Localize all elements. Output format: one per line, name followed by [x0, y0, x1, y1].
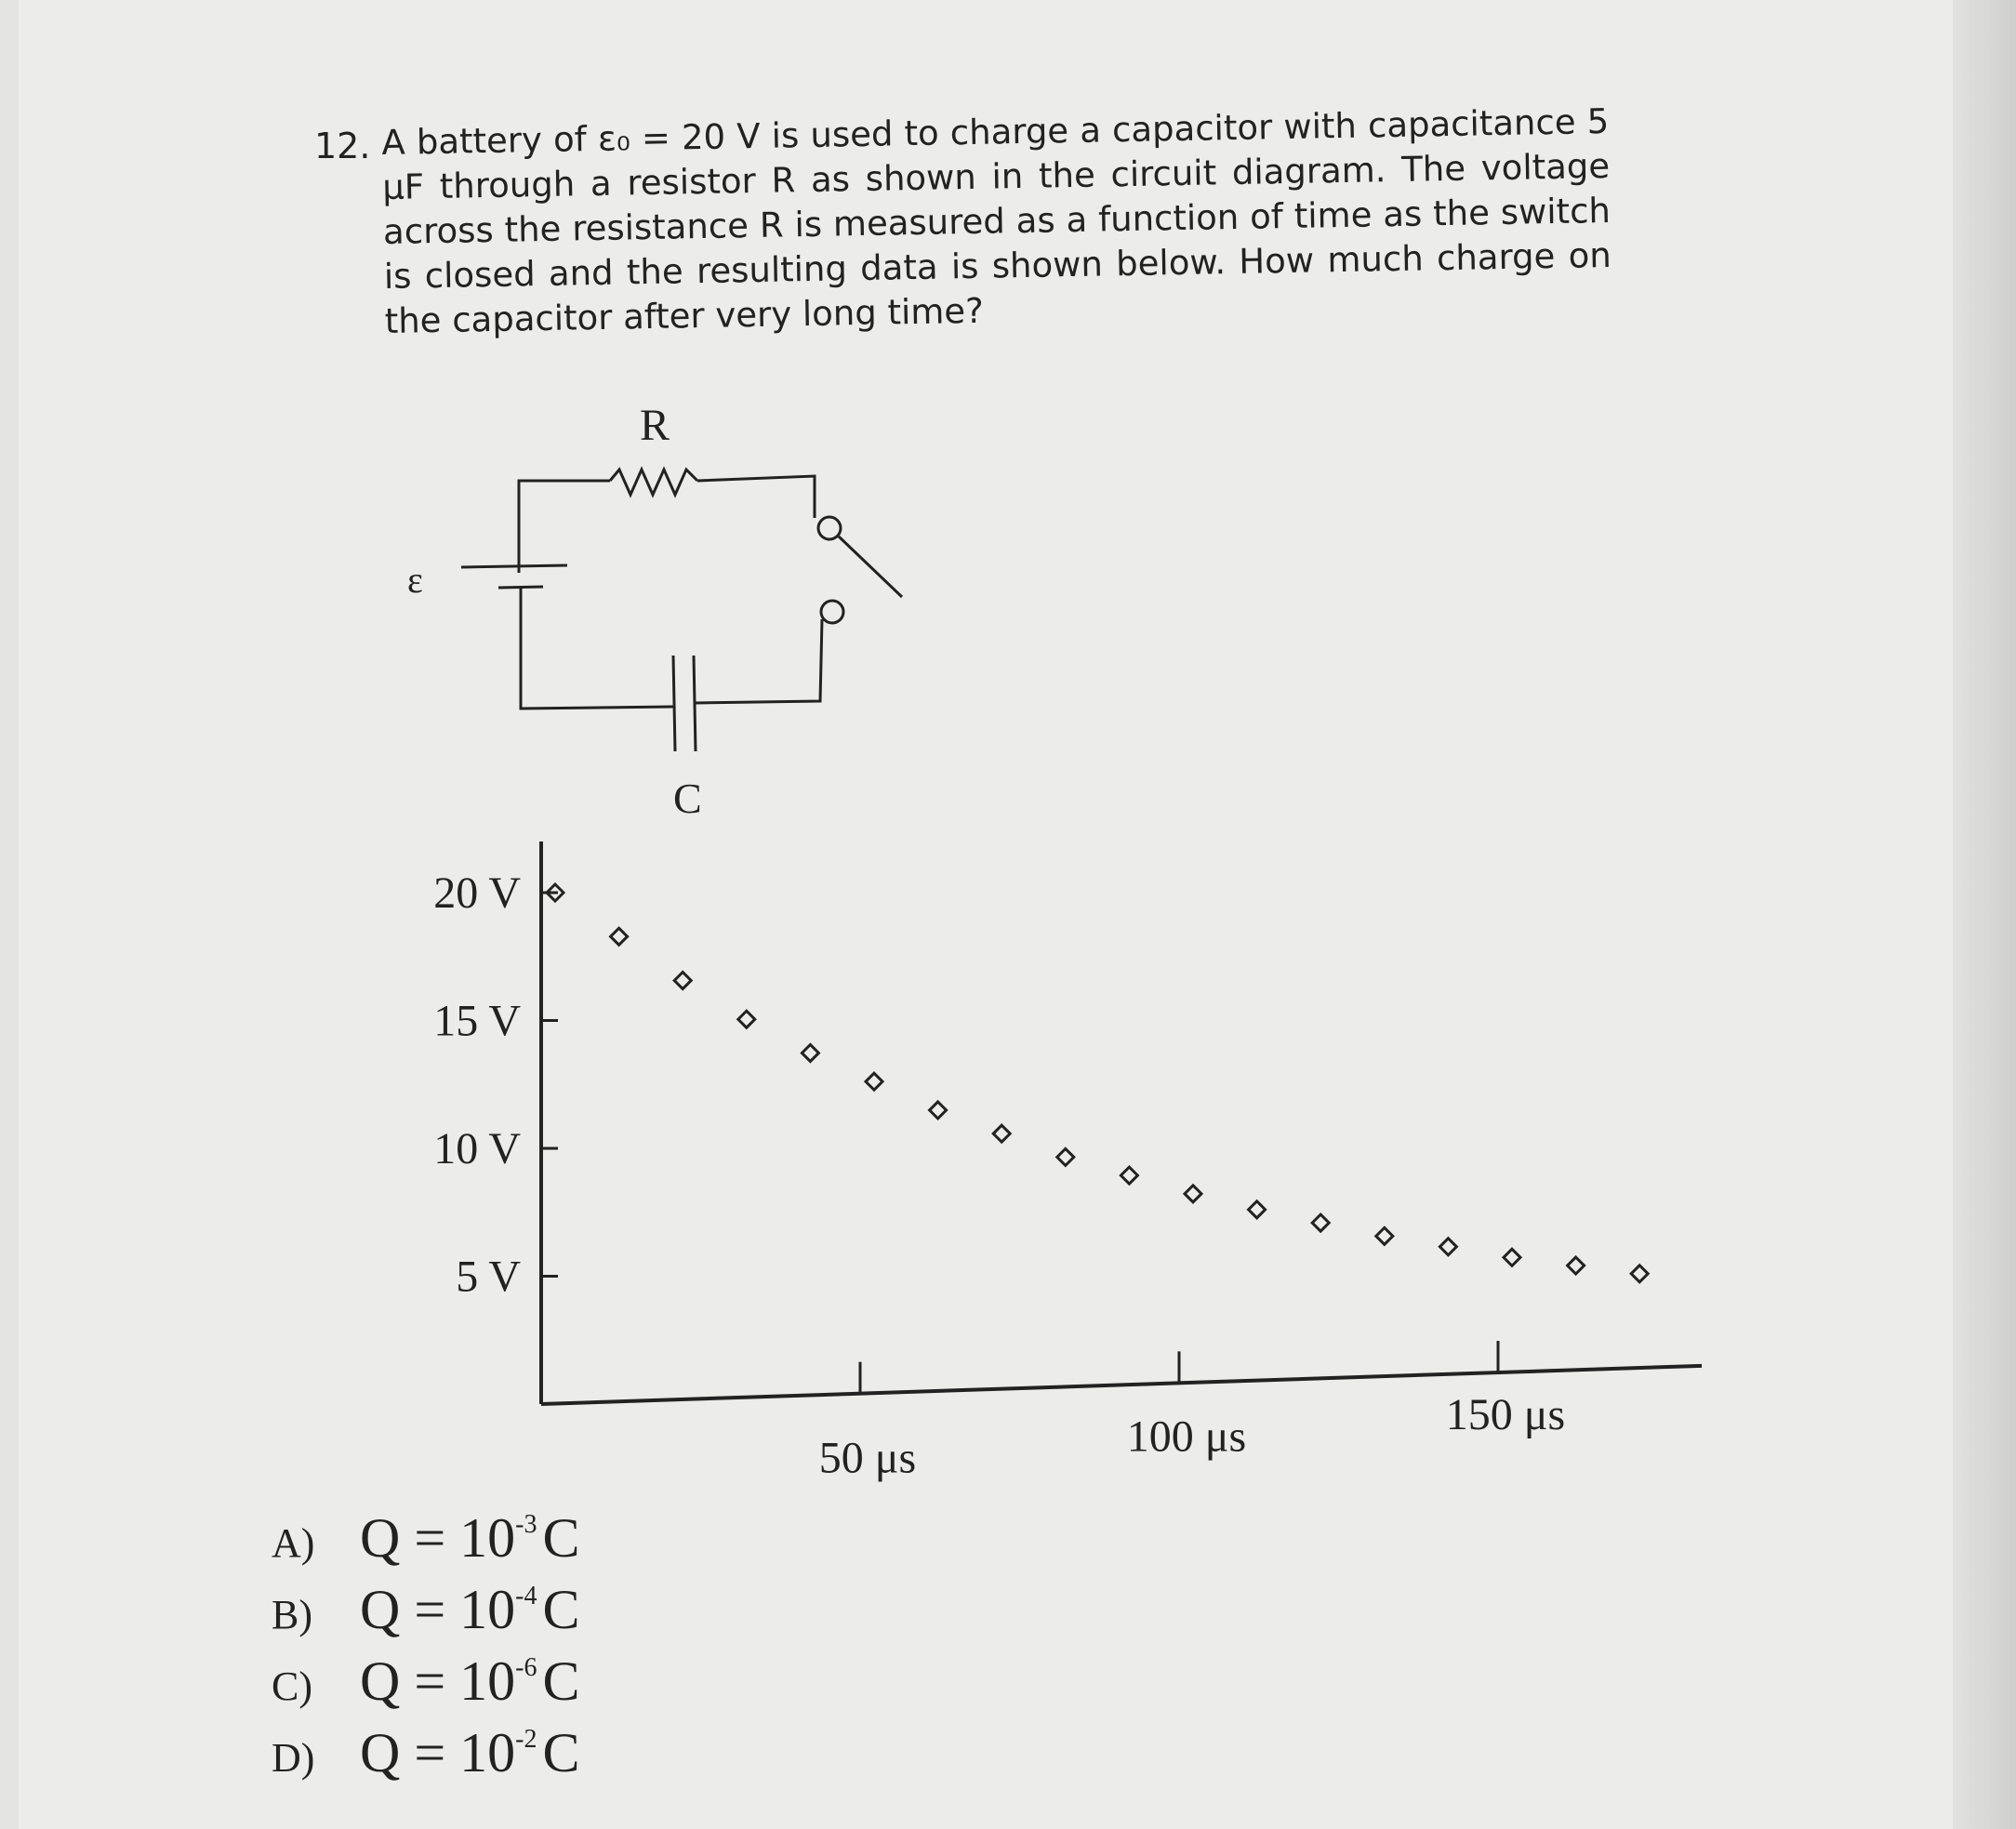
data-point	[1439, 1239, 1456, 1255]
data-point	[611, 928, 628, 945]
option-unit: C	[542, 1507, 580, 1569]
switch-contact-bottom	[821, 601, 843, 623]
data-point	[930, 1102, 947, 1119]
wire-top-left	[519, 481, 610, 573]
data-point	[1249, 1201, 1266, 1218]
wire-right	[696, 619, 822, 703]
data-point	[802, 1044, 818, 1061]
data-point	[993, 1125, 1010, 1142]
circuit-diagram	[461, 470, 902, 751]
wire-bottom-left	[521, 586, 673, 709]
wire-top-right	[697, 476, 815, 518]
option-equation	[360, 1650, 580, 1714]
option-base: Q = 10	[360, 1722, 516, 1783]
resistor-label: R	[640, 401, 670, 450]
option-letter: A)	[272, 1520, 315, 1566]
option-exponent: -3	[515, 1510, 537, 1539]
y-tick-label: 5 V	[456, 1252, 521, 1302]
data-point	[1631, 1266, 1648, 1282]
battery-plate-short	[498, 587, 543, 588]
answer-option[interactable]	[272, 1506, 580, 1578]
y-tick-label: 10 V	[433, 1124, 521, 1173]
data-point	[866, 1073, 882, 1090]
y-tick-label: 20 V	[433, 868, 521, 918]
option-equation	[360, 1721, 580, 1785]
data-point	[1185, 1186, 1201, 1202]
option-unit: C	[542, 1579, 580, 1640]
option-equation	[360, 1506, 580, 1571]
data-point	[1376, 1227, 1393, 1244]
data-point	[738, 1011, 755, 1027]
switch-contact-top	[818, 517, 841, 539]
answer-option[interactable]	[272, 1721, 580, 1793]
resistor-zigzag	[610, 470, 697, 495]
option-exponent: -4	[515, 1582, 537, 1610]
data-point	[1568, 1257, 1585, 1274]
data-point	[674, 972, 691, 988]
x-tick-label: 150 μs	[1445, 1390, 1566, 1440]
battery-label: ε	[407, 559, 423, 601]
data-point	[1504, 1249, 1520, 1266]
option-base: Q = 10	[360, 1579, 516, 1640]
capacitor-plate-left	[673, 656, 675, 751]
answer-option[interactable]	[272, 1578, 580, 1650]
answer-options	[272, 1506, 580, 1793]
capacitor-label: C	[673, 775, 702, 822]
option-letter: D)	[272, 1735, 315, 1781]
question-number: 12.	[314, 126, 371, 166]
option-unit: C	[542, 1722, 580, 1783]
data-point	[1121, 1167, 1137, 1184]
y-tick-label: 15 V	[433, 996, 521, 1046]
option-equation	[360, 1578, 580, 1642]
option-base: Q = 10	[360, 1507, 516, 1569]
answer-option[interactable]	[272, 1650, 580, 1721]
option-unit: C	[542, 1650, 580, 1712]
question-text: A battery of ε₀ = 20 V is used to charge a capacitor with capacitance 5 μF through a resistor R as shown in the circuit diagram. The voltage across the resistance R is measured as a function of time as the switch is closed and the resulting data is shown below. How much charge on the capacitor after very long time?	[381, 100, 1612, 341]
x-tick-label: 50 μs	[818, 1433, 917, 1483]
switch-lever	[839, 537, 902, 597]
data-point	[1312, 1214, 1329, 1231]
battery-plate-long	[461, 565, 567, 567]
data-point	[1057, 1148, 1074, 1165]
voltage-time-chart	[433, 842, 1702, 1483]
option-letter: C)	[272, 1663, 312, 1709]
option-exponent: -2	[515, 1725, 537, 1754]
option-base: Q = 10	[360, 1650, 516, 1712]
x-tick-label: 100 μs	[1126, 1412, 1247, 1462]
option-letter: B)	[272, 1592, 312, 1637]
capacitor-plate-right	[694, 656, 696, 751]
option-exponent: -6	[515, 1653, 537, 1682]
